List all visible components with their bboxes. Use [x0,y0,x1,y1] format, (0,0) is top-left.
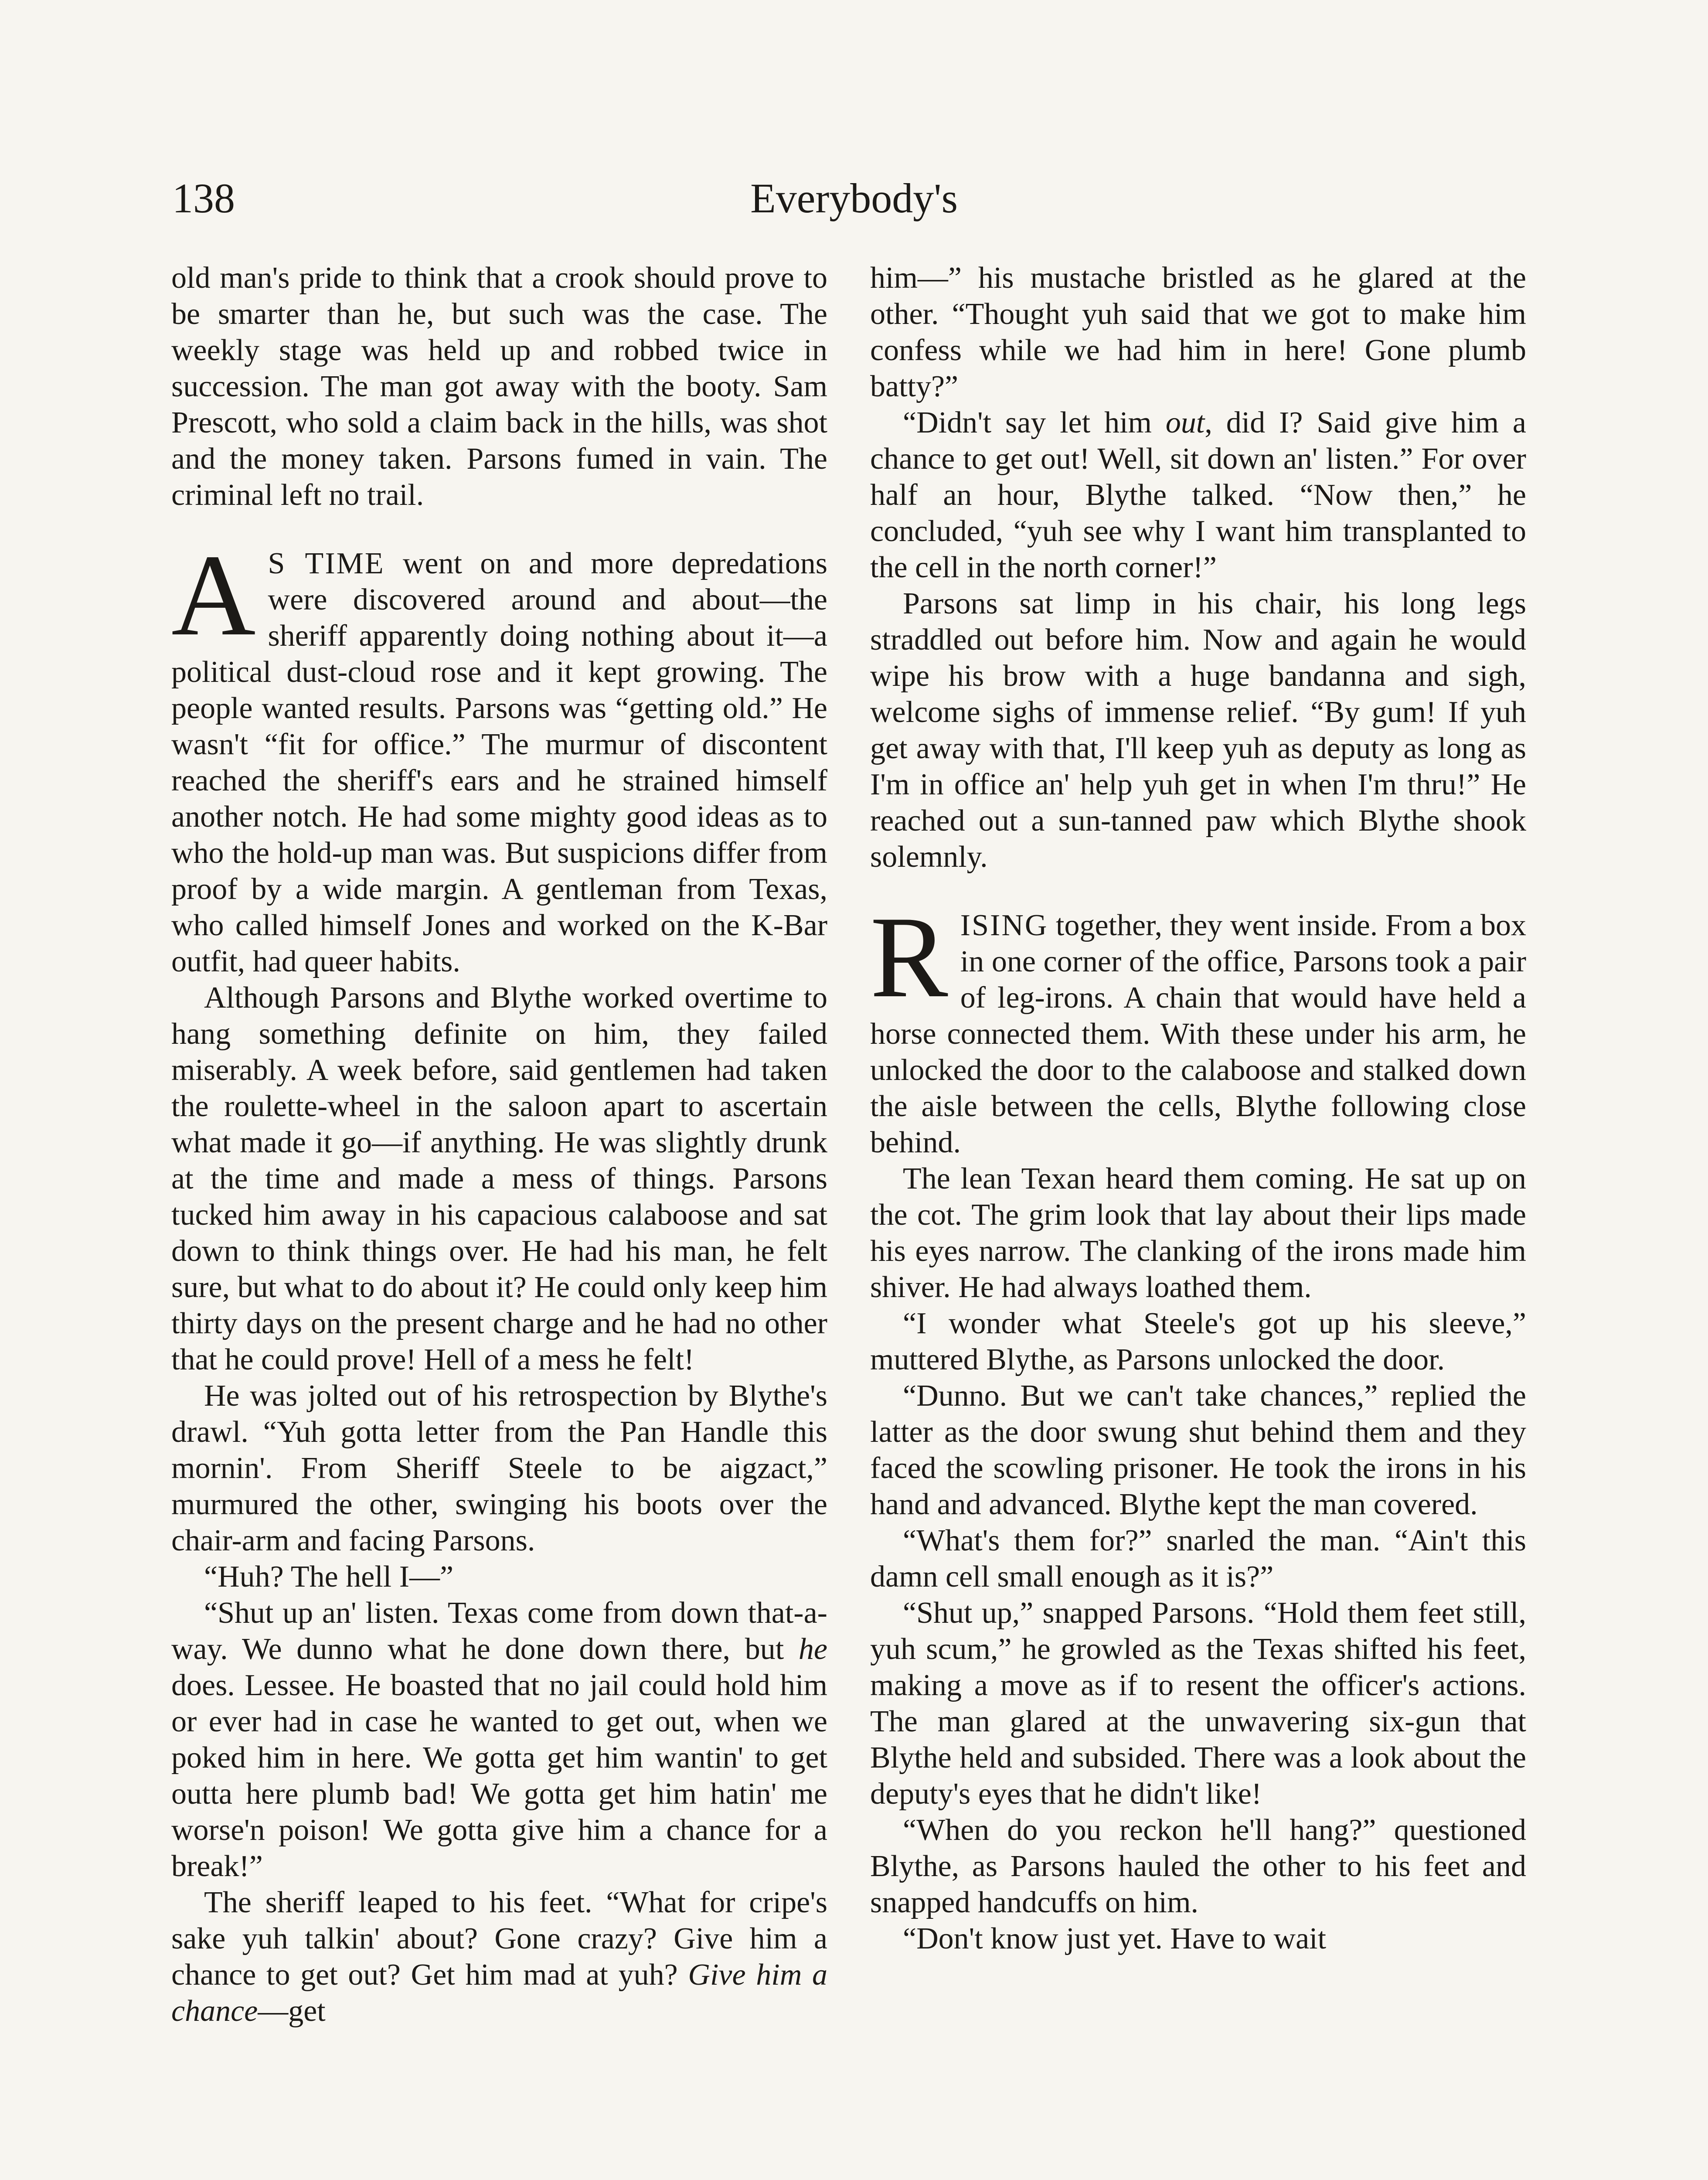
paragraph [171,1595,827,1884]
lead-in: ISING [960,909,1048,942]
paragraph: “Don't know just yet. Have to wait [903,1922,1327,1955]
page-number: 138 [172,175,235,221]
section-paragraph [870,892,1526,1161]
paragraph-text: together, they went inside. From a box in one corner of the office, Parsons took a pair of leg-irons. A chain that would have held a horse connected them. With these under his arm, he unlocked the door to the calaboose and stalked down the aisle between the cells, Blythe following close behind. [870,909,1526,1159]
paragraph-text: “Didn't say let him [903,406,1166,439]
drop-cap: R [870,892,948,1022]
left-column [171,260,827,2029]
paragraph-text: “Shut up an' listen. Texas come from down that-a-way. We dunno what he done down there, but [171,1596,827,1666]
paragraph: “Huh? The hell I—” [204,1560,454,1594]
paragraph: Although Parsons and Blythe worked overtime to hang something definite on him, they failed miserably. A week before, said gentlemen had taken the roulette-wheel in the saloon apart to ascertain what made it go—if anything. He was slightly drunk at the time and made a mess of things. Parsons tucked him away in his capacious calaboose and sat down to think things over. He had his man, he felt sure, but what to do about it? He could only keep him thirty days on the present charge and he had no other that he could prove! Hell of a mess he felt! [171,981,827,1376]
paragraph-text: —get [258,1994,326,2028]
emphasis: he [798,1632,827,1666]
paragraph: “I wonder what Steele's got up his sleeve,” muttered Blythe, as Parsons unlocked the door. [870,1307,1526,1376]
paragraph: “Shut up,” snapped Parsons. “Hold them feet still, yuh scum,” he growled as the Texas shifted his feet, making a move as if to resent the officer's actions. The man glared at the unwavering six-gun that Blythe held and subsided. There was a look about the deputy's eyes that he didn't like! [870,1596,1526,1811]
paragraph: “What's them for?” snarled the man. “Ain't this damn cell small enough as it is?” [870,1524,1526,1594]
lead-in: S TIME [268,547,385,580]
paragraph [171,1884,827,2029]
section-paragraph [171,530,827,980]
paragraph-text: , did I? Said give him a chance to get out! Well, sit down an' listen.” For over half an hour, Blythe talked. “Now then,” he concluded, “yuh see why I want him transplanted to the cell in the north corner!” [870,406,1526,584]
paragraph: him—” his mustache bristled as he glared at the other. “Thought yuh said that we got to make him confess while we had him in here! Gone plumb batty?” [870,261,1526,403]
paragraph-text: does. Lessee. He boasted that no jail could hold him or ever had in case he wanted to get out, when we poked him in here. We gotta get him wantin' to get outta here plumb bad! We gotta get him hatin' me worse'n poison! We gotta give him a chance for a break!” [171,1669,827,1883]
emphasis: out [1165,406,1205,439]
paragraph: He was jolted out of his retrospection by Blythe's drawl. “Yuh gotta letter from the Pan Handle this mornin'. From Sheriff Steele to be aigzact,” murmured the other, swinging his boots over the chair-arm and facing Parsons. [171,1379,827,1557]
paragraph: “Dunno. But we can't take chances,” replied the latter as the door swung shut behind them and they faced the scowling prisoner. He took the irons in his hand and advanced. Blythe kept the man covered. [870,1379,1526,1521]
paragraph: “When do you reckon he'll hang?” questioned Blythe, as Parsons hauled the other to his feet and snapped handcuffs on him. [870,1813,1526,1919]
paragraph: The lean Texan heard them coming. He sat up on the cot. The grim look that lay about their lips made his eyes narrow. The clanking of the irons made him shiver. He had always loathed them. [870,1162,1526,1304]
paragraph: old man's pride to think that a crook should prove to be smarter than he, but such was the case. The weekly stage was held up and robbed twice in succession. The man got away with the booty. Sam Prescott, who sold a claim back in the hills, was shot and the money taken. Parsons fumed in vain. The criminal left no trail. [171,261,827,512]
magazine-title: Everybody's [750,175,958,221]
paragraph-text: The sheriff leaped to his feet. “What for cripe's sake yuh talkin' about? Gone crazy? Give him a chance to get out? Get him mad at yuh? [171,1886,827,1992]
right-column [870,260,1526,1957]
paragraph-text: went on and more depredations were discovered around and about—the sheriff apparently doing nothing about it—a political dust-cloud rose and it kept growing. The people wanted results. Parsons was “getting old.” He wasn't “fit for office.” The murmur of discontent reached the sheriff's ears and he strained himself another notch. He had some mighty good ideas as to who the hold-up man was. But suspicions differ from proof by a wide margin. A gentleman from Texas, who called himself Jones and worked on the K-Bar outfit, had queer habits. [171,547,827,978]
drop-cap: A [171,530,256,660]
emphasis: Give him a chance [171,1958,827,2028]
paragraph [870,405,1526,586]
paragraph: Parsons sat limp in his chair, his long legs straddled out before him. Now and again he would wipe his brow with a huge bandanna and sigh, welcome sighs of immense relief. “By gum! If yuh get away with that, I'll keep yuh as deputy as long as I'm in office an' help yuh get in when I'm thru!” He reached out a sun-tanned paw which Blythe shook solemnly. [870,587,1526,874]
